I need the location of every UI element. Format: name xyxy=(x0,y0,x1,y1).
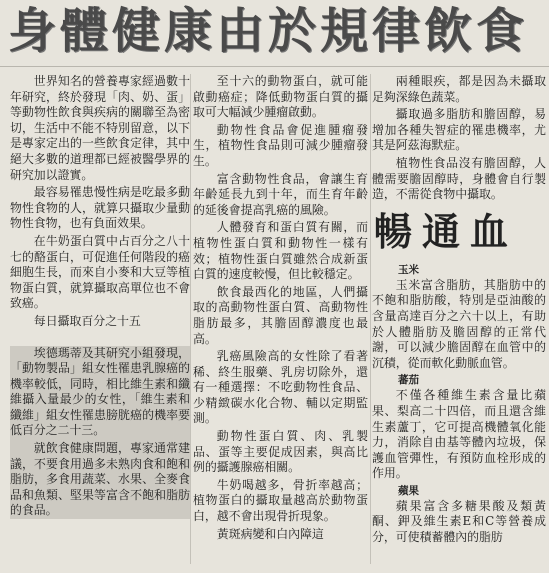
paragraph: 在牛奶蛋白質中占百分之八十七的酪蛋白，可促進任何階段的癌細胞生長，而來自小麥和大豆等植物蛋白質，就算攝取高單位也不會致癌。 xyxy=(10,233,190,311)
paragraph: 玉米富含脂肪，其脂肪中的不飽和脂肪酸，特別是亞油酸的含量高達百分之六十以上，有助於人體脂肪及膽固醇的正常代謝，可以減少膽固醇在血管中的沉積，從而軟化動脈血管。 xyxy=(372,277,546,370)
section-subhead: 暢通血 xyxy=(374,209,519,254)
section-gap xyxy=(10,330,190,346)
section-label: 蕃茄 xyxy=(398,374,419,387)
section-label: 玉米 xyxy=(398,263,419,276)
section-label: 蘋果 xyxy=(398,484,419,497)
paragraph: 每日攝取百分之十五 xyxy=(33,313,141,328)
column-1 xyxy=(10,74,190,569)
paragraph: 植物性食品沒有膽固醇，人體需要膽固醇時，身體會自行製造，不需從食物中攝取。 xyxy=(372,155,546,202)
paragraph: 人體發育和蛋白質有關，而植物性蛋白質和動物性一樣有效；植物性蛋白質雖然合成新蛋白質的速度較慢，但比較穩定。 xyxy=(193,220,368,282)
paragraph: 動物性食品會促進腫瘤發生，植物性食品則可減少腫瘤發生。 xyxy=(193,122,368,168)
column-divider xyxy=(370,74,371,564)
paragraph: 最容易罹患慢性病是吃最多動物性食物的人，就算只攝取少量動物性食物，也有負面效果。 xyxy=(10,185,190,231)
column-2 xyxy=(193,74,368,569)
paragraph: 至十六的動物蛋白，就可能啟動癌症；降低動物蛋白質的攝取可大幅減少腫瘤啟動。 xyxy=(193,74,368,120)
headline-rule xyxy=(0,66,549,67)
paragraph: 牛奶喝越多，骨折率越高；植物蛋白的攝取量越高於動物蛋白，越不會出現骨折現象。 xyxy=(193,477,368,524)
paragraph: 動物性蛋白質、肉、乳製品、蛋等主要促成因素，與高比例的攝護腺癌相關。 xyxy=(193,429,368,475)
paragraph: 世界知名的營養專家經過數十年研究，終於發現「肉、奶、蛋」等動物性飲食與疾病的關聯至為密切，生活中不能不特別留意，以下是專家定出的一些飲食定律，其中絕大多數的道理都已經被醫學界的研究加以證實。 xyxy=(10,74,190,182)
paragraph: 富含動物性食品，會讓生育年齡延長九到十年，而生育年齡的延後會提高乳癌的風險。 xyxy=(193,171,368,217)
paragraph: 兩種眼疾，都是因為未攝取足夠深綠色蔬菜。 xyxy=(372,74,546,104)
column-divider xyxy=(190,74,191,564)
paragraph: 飲食最西化的地區，人們攝取的高動物性蛋白質、高動物性脂肪最多，其膽固醇濃度也最高。 xyxy=(193,284,368,346)
paragraph: 就飲食健康問題，專家通常建議，不要食用過多未熟肉食和飽和脂肪，多食用蔬菜、水果、全麥食品和魚類、堅果等富含不飽和脂肪的食品。 xyxy=(10,441,190,518)
headline: 身體健康由於規律飲食 xyxy=(8,3,529,59)
paragraph: 埃德瑪蒂及其研究小組發現，「動物製品」組女性罹患乳腺癌的機率較低，同時，相比維生素和纖維攝入量最少的女性，「維生素和纖維」組女性罹患膀胱癌的機率要低百分之二十三。 xyxy=(10,345,190,438)
column-3 xyxy=(372,74,546,569)
paragraph: 黃斑病變和白內障這 xyxy=(216,526,324,541)
paragraph: 乳癌風險高的女性除了看著稀、終生服藥、乳房切除外，還有一種選擇：不吃動物性食品、少精緻碳水化合物、輔以定期監測。 xyxy=(193,349,368,426)
paragraph: 蘋果富含多糖果酸及類黃酮、鉀及維生素E和C等營養成分，可使積蓄體內的脂肪 xyxy=(372,498,546,545)
paragraph: 不僅各種維生素含量比蘋果、梨高二十四倍，而且還含維生素蘆丁，它可提高機體氧化能力，消除自由基等體內垃圾，保護血管彈性，有預防血栓形成的作用。 xyxy=(372,388,546,481)
highlight-box xyxy=(10,346,190,520)
paragraph: 攝取過多脂肪和膽固醇，易增加各種失智症的罹患機率，尤其是阿茲海默症。 xyxy=(372,107,546,153)
